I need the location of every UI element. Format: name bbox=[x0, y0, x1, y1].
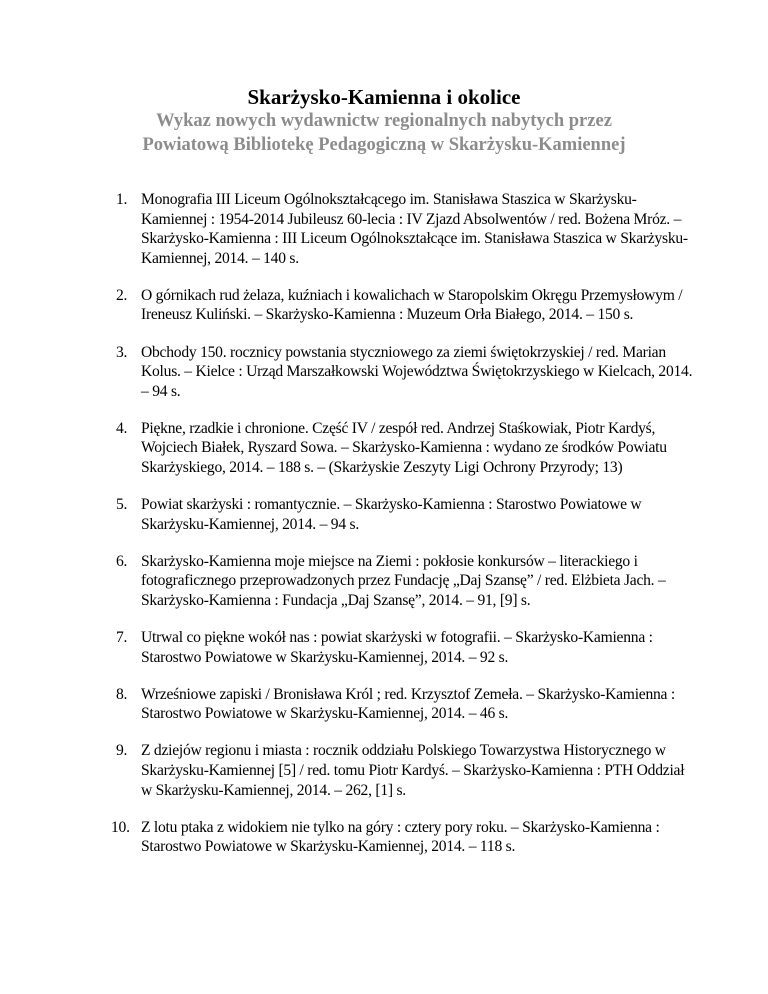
list-item bbox=[116, 741, 696, 800]
list-item-number: 5. bbox=[116, 496, 128, 514]
list-item-text: Obchody 150. rocznicy powstania styczniowego za ziemi świętokrzyskiej / red. Marian Kolus. – Kielce : Urząd Marszałkowski Województwa Świętokrzyskiego w Kielcach, 2014. – 94 s. bbox=[141, 343, 693, 400]
list-item bbox=[116, 628, 696, 667]
subtitle-line-1: Wykaz nowych wydawnictw regionalnych nabytych przez bbox=[156, 111, 612, 131]
list-item-number: 8. bbox=[116, 685, 128, 703]
list-item-number: 2. bbox=[116, 286, 128, 304]
list-item-text: Utrwal co piękne wokół nas : powiat skarżyski w fotografii. – Skarżysko-Kamienna : Starostwo Powiatowe w Skarżysku-Kamiennej, 2014. – 92 s. bbox=[141, 629, 653, 666]
list-item bbox=[116, 495, 696, 534]
list-item-number: 6. bbox=[116, 552, 128, 570]
publication-list bbox=[111, 190, 696, 874]
list-item-text: Wrześniowe zapiski / Bronisława Król ; red. Krzysztof Zemeła. – Skarżysko-Kamienna : Starostwo Powiatowe w Skarżysku-Kamiennej, 2014. – 46 s. bbox=[141, 685, 675, 723]
list-item-text: Z lotu ptaka z widokiem nie tylko na góry : cztery pory roku. – Skarżysko-Kamienna : Starostwo Powiatowe w Skarżysku-Kamiennej, 2014. – 118 s. bbox=[141, 818, 660, 856]
list-item-text: Monografia III Liceum Ogólnokształcącego im. Stanisława Staszica w Skarżysku-Kamiennej : 1954-2014 Jubileusz 60-lecia : IV Zjazd Absolwentów / red. Bożena Mróz. – Skarżysko-Kamienna : III Liceum Ogólnokształcące im. Stanisława Staszica w Skarżysku-Kamiennej, 2014. – 140 s. bbox=[141, 191, 688, 267]
list-item-text: O górnikach rud żelaza, kuźniach i kowalichach w Staropolskim Okręgu Przemysłowym / Ireneusz Kuliński. – Skarżysko-Kamienna : Muzeum Orła Białego, 2014. – 150 s. bbox=[141, 286, 683, 324]
list-item bbox=[116, 286, 696, 325]
list-item-text: Piękne, rzadkie i chronione. Część IV / zespół red. Andrzej Staśkowiak, Piotr Kardyś, Wojciech Białek, Ryszard Sowa. – Skarżysko-Kamienna : wydano ze środków Powiatu Skarżyskiego, 2014. – 188 s. – (Skarżyskie Zeszyty Ligi Ochrony Przyrody; 13) bbox=[141, 419, 667, 477]
list-item-text: Powiat skarżyski : romantycznie. – Skarżysko-Kamienna : Starostwo Powiatowe w Skarżysku-Kamiennej, 2014. – 94 s. bbox=[141, 496, 642, 533]
list-item-number: 3. bbox=[116, 343, 128, 361]
list-item bbox=[116, 419, 696, 478]
subtitle-line-2: Powiatową Bibliotekę Pedagogiczną w Skarżysku-Kamiennej bbox=[142, 135, 626, 155]
list-item-text: Z dziejów regionu i miasta : rocznik oddziału Polskiego Towarzystwa Historycznego w Skarżysku-Kamiennej [5] / red. tomu Piotr Kardyś. – Skarżysko-Kamienna : PTH Oddział w Skarżysku-Kamiennej, 2014. – 262, [1] s. bbox=[141, 742, 685, 799]
list-item bbox=[116, 343, 696, 402]
list-item-text: Skarżysko-Kamienna moje miejsce na Ziemi : pokłosie konkursów – literackiego i fotograficznego przeprowadzonych przez Fundację „Daj Szansę” / red. Elżbieta Jach. – Skarżysko-Kamienna : Fundacja „Daj Szansę”, 2014. – 91, [9] s. bbox=[141, 552, 666, 609]
list-item-number: 7. bbox=[116, 629, 128, 647]
list-item-number: 9. bbox=[116, 742, 128, 760]
list-item bbox=[116, 190, 696, 268]
list-item-number: 4. bbox=[116, 419, 128, 437]
list-item bbox=[111, 818, 696, 857]
list-item-number: 10. bbox=[111, 818, 130, 836]
document-subtitle bbox=[0, 109, 768, 157]
list-item bbox=[116, 552, 696, 611]
list-item bbox=[116, 685, 696, 724]
document-title: Skarżysko-Kamienna i okolice bbox=[247, 85, 521, 109]
list-item-number: 1. bbox=[116, 191, 128, 208]
